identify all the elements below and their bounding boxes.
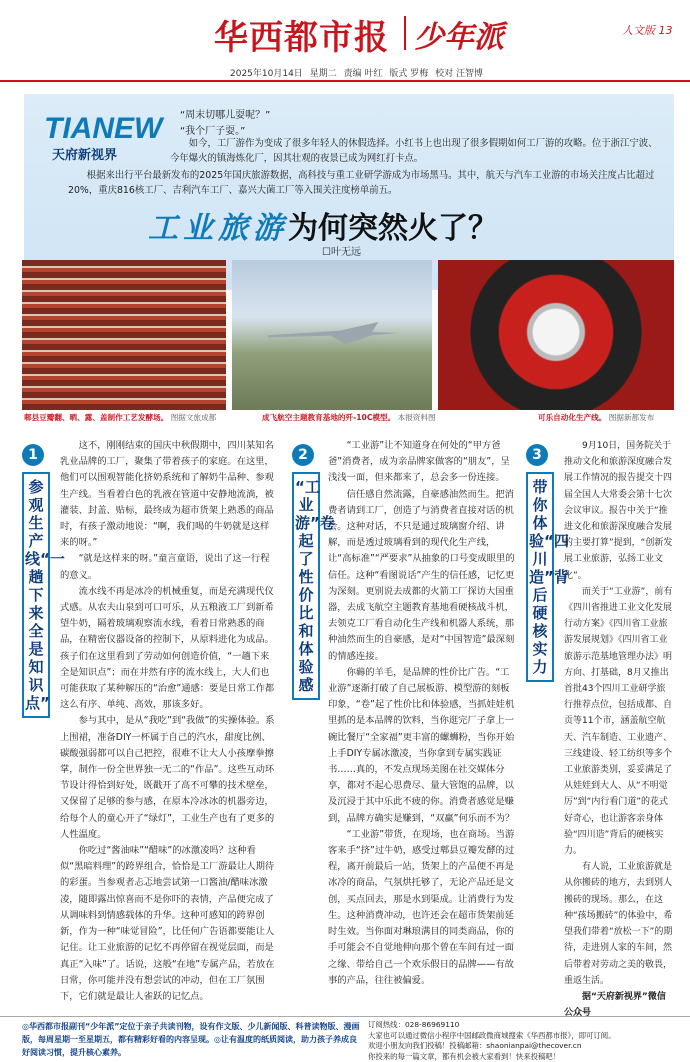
section-3-para: 有人说，工业旅游就是从你搬砖的地方，去到别人搬砖的现场。那么，在这种“孩场搬砖”的体验中，希望我们带着“放松一下”的期待，走进别人家的车间，然后带着对劳动之美的敬畏，重返生活。 [564,862,673,986]
caption-1 [24,412,216,423]
editor: 责编 叶红 [343,69,383,79]
section-1-para: 参与其中，是从“我吃”到“我做”的实操体验。系上围裙，准备DIY一杯属于自己的汽水，甜度比例、碳酸强弱都可以自己把控，很难不让大人小孩摩拳擦掌，制作一份全世界独一无二的“作品”。这些互动环节设计得恰到好处，既戳开了高不可攀的技术壁垒，又保留了足够的参与感，在原本冷冰冰的机器旁边，给每个人的童心开了“绿灯”，工业生产也有了更多的人性温度。 [60,715,275,840]
subscription-note: 大家也可以通过微信小程序中国邮政微商城搜索《华西都市报》，即可订阅。 [368,1030,616,1040]
section-2-body [328,438,516,989]
section-1-title: 参观生产线“一趟下来全是知识点” [22,472,50,718]
section-1-para: 这不，刚刚结束的国庆中秋假期中，四川某知名乳业品牌的工厂，聚集了带着孩子的家庭。在这里，他们可以围观智能化挤奶系统和了解奶牛品种、参观生产线。当看着白色的乳液在管道中安静地流淌，被灌装、封盖、贴标，最终成为超市货架上熟悉的商品时，有孩子激动地说：“啊，我们喝的牛奶就是这样来的呀。” [60,440,274,549]
photo-cola-production-line [438,260,674,410]
section-3-para: 而关于“工业游”，前有《四川省推进工业文化发展行动方案》《四川省工业旅游发展规划》《四川省工业旅游示范基地管理办法》明方向、打基础，8月又推出首批43个四川工业研学旅行推荐点位，包括成都、自贡等11个市，涵盖航空航天、汽车制造、工业遗产、三线建设、轻工纺织等多个工业旅游类别，妥妥满足了从娃娃到大人、从“不明觉厉”到“内行看门道”的花式好奇心，也让游客亲身体验“四川造”背后的硬核实力。 [564,586,673,857]
page-label: 人文版 13 [622,24,673,37]
caption-3-text: 可乐自动化生产线。 [538,413,607,422]
caption-1-text: 郫县豆瓣翻、晒、露、盖制作工艺发酵场。 [24,413,169,422]
section-2-para: 信任感自然流露，自豪感油然而生。把消费者请到工厂，创造了与消费者直接对话的机会。这种对话，不只是通过玻璃窗介绍、讲解，而是透过玻璃看到的现代化生产线，让“高标准”“严要求”从抽象的口号变成眼里的信任。这种“看图说话”产生的信任感，记忆更为深刻。更别说去成都的火箭工厂探访大国重器，去成飞航空主题教育基地看硬核战斗机，去领克工厂看自动化生产线和机器人系统，那种油然而生的自豪感，是对“中国智造”最深刻的情感连接。 [328,488,515,662]
masthead-divider [404,16,406,50]
section-1-para: 流水线不再是冰冷的机械重复，而是充满现代仪式感。从农夫山泉到可口可乐，从五粮液工厂到新希望牛奶，隔着玻璃观察流水线，看着日常熟悉的商品，在精密仪器设备的控制下，从原料进化为成品。孩子们在这里看到了劳动如何创造价值，“一趟下来全是知识点”；而在井然有序的流水线上，大人们也可能获取了某种解压的“治愈”通感：要是日常工作都这么有序、单纯、高效，那该多好。 [60,585,275,711]
subscription-hotline: 订阅热线：028-86969110 [368,1020,460,1029]
section-1-para: 你吃过“酱油味”“醋味”的冰激凌吗？这种看似“黑暗料理”的跨界组合，恰恰是工厂游最让人期待的彩蛋。当参观者忐忑地尝试第一口酱油/醋味冰激凌，随即露出惊喜而不是你吓的表情，产品便完成了从调味料到情感载体的升华。这种可感知的跨界创新，作为一种“味觉冒险”，比任何广告语都要能让人记住。让工业旅游的记忆不再停留在视觉层面，而是真正“入味”了。话说，这般“在地”专属产品，若放在日常，你可能并没有想尝试的冲动，但在工厂氛围下，它们就是最让人雀跃的记忆点。 [60,845,275,1002]
footer-promo: ◎华西都市报副刊“少年派”定位于亲子共读刊物，设有作文版、少儿新闻版、科普读物版、漫画版，每周星期一至星期五，都有精彩好看的内容呈现。◎让有温度的纸质阅读，助力孩子养成良好阅读习惯，提升核心素养。 [22,1022,360,1057]
section-3-para: 9月10日，国务院关于推动文化和旅游深度融合发展工作情况的报告提交十四届全国人大常委会第十七次会议审议。报告中关于“推进文化和旅游深度融合发展的主要打算”提到，“创新发展工业旅游，弘扬工业文化”。 [564,441,673,581]
section-1-para: “就是这样来的呀。”童言童语，说出了这一行程的意义。 [60,553,270,581]
layout-editor: 版式 罗梅 [389,69,429,79]
intro-quote-2: “我个厂子耍。” [180,126,246,137]
footer-contact [368,1020,678,1062]
caption-3-credit: 图据新都发布 [608,413,655,422]
intro-quote-1: “周末切哪儿耍呢？” [180,110,271,121]
section-1-body [60,438,278,1005]
headline-part-2: 为何突然火了？ [288,211,498,246]
byline: ☐叶无远 [322,247,361,258]
tianew-logo [44,112,163,163]
caption-2-credit: 本报资料图 [397,413,436,422]
tianew-subtitle: 天府新视界 [52,148,118,163]
headline-part-1: 工业旅游 [148,211,288,246]
weekday: 星期二 [309,69,337,79]
section-3-body [564,438,674,1021]
section-2-number: 2 [292,444,314,466]
caption-3 [538,412,654,423]
caption-2-text: 成飞航空主题教育基地的歼-10C模型。 [262,413,396,422]
section-2-title: “工业游”卷起了性价比和体验感 [292,472,320,700]
photo-bean-paste-drying [22,260,226,410]
submission-invite: 你投来的每一篇文章，都有机会被大家看到！快来投稿吧！ [368,1051,561,1061]
intro-paragraph-1: 如今，工厂游作为变成了很多年轻人的休假选择。小红书上也出现了很多假期如何工厂游的攻略。位于浙江宁波、今年爆火的镇海炼化厂，因其壮观的夜景已成为网红打卡点。 [170,138,658,164]
caption-2 [262,412,436,423]
submission-email: 欢迎小朋友向我们投稿！投稿邮箱：shaonianpai@thecover.cn [368,1041,582,1051]
section-2-para: “工业游”带货，在现场，也在商场。当游客来手“挤”过牛奶，感受过郫县豆瓣发酵的过程，离开前最后一站，货架上的产品便不再是冰冷的商品，气氛烘托够了，无论产品还是文创，买点回去，那是水到渠成。让消费行为发生。这种消费冲动，也许还会在超市货架前延时生效。当你面对琳琅满目的同类商品，你的手可能会不自觉地伸向那个曾在车间有过一面之缘、带给自己一个欢乐假日的品牌——有故事的产品，往往被偏爱。 [328,828,515,986]
caption-1-credit: 图据文旅成都 [170,413,217,422]
proofreader: 校对 汪智博 [435,69,483,79]
section-3-number: 3 [526,444,548,466]
headline [148,203,498,247]
section-1-number: 1 [22,444,44,466]
tianew-wordmark: TIANEW [44,112,163,145]
section-2-para: 你薅的羊毛，是品牌的性价比广告。“工业游”逐渐打破了自己展板游、模型游的刻板印象，“卷”起了性价比和体验感，当抓娃娃机里抓的是本品牌的饮料，当你逛完厂子拿上一碗比餐厅“全家福”更丰富的螺蛳粉，当你开始上手DIY专属冰激凌，当你拿到专属实践证书……真的，不发点现场美图在社交媒体分享，都对不起心思费尽、量大管饱的品牌，以及沉浸于其中乐此不疲的你。消费者感觉是赚到，品牌方确实是赚到，“双赢”何乐而不为？ [328,666,515,824]
masthead-rule [0,80,690,82]
dateline [230,66,487,79]
newspaper-brand: 华西都市报 [214,18,389,58]
section-brand: 少年派 [414,20,504,55]
intro-paragraph-2: 根据来出行平台最新发布的2025年国庆旅游数据，高科技与重工业研学游成为市场黑马。其中，航天与汽车工业游的市场关注度占比超过20%，重庆816核工厂、吉利汽车工厂、嘉兴大菌工厂等入围关注度榜单前五。 [68,170,655,196]
section-3-source: 据“天府新视界”微信公众号 [564,991,666,1019]
date: 2025年10月14日 [230,69,303,79]
masthead [0,0,690,64]
section-3-title: 带你体验“四川造”背后硬核实力 [526,472,554,682]
section-2-para: “工业游”让不知道身在何处的“甲方爸爸”消费者，成为亲品牌家做客的“朋友”，呈浅浅一面，但来都来了，总会多一份连接。 [328,440,510,484]
